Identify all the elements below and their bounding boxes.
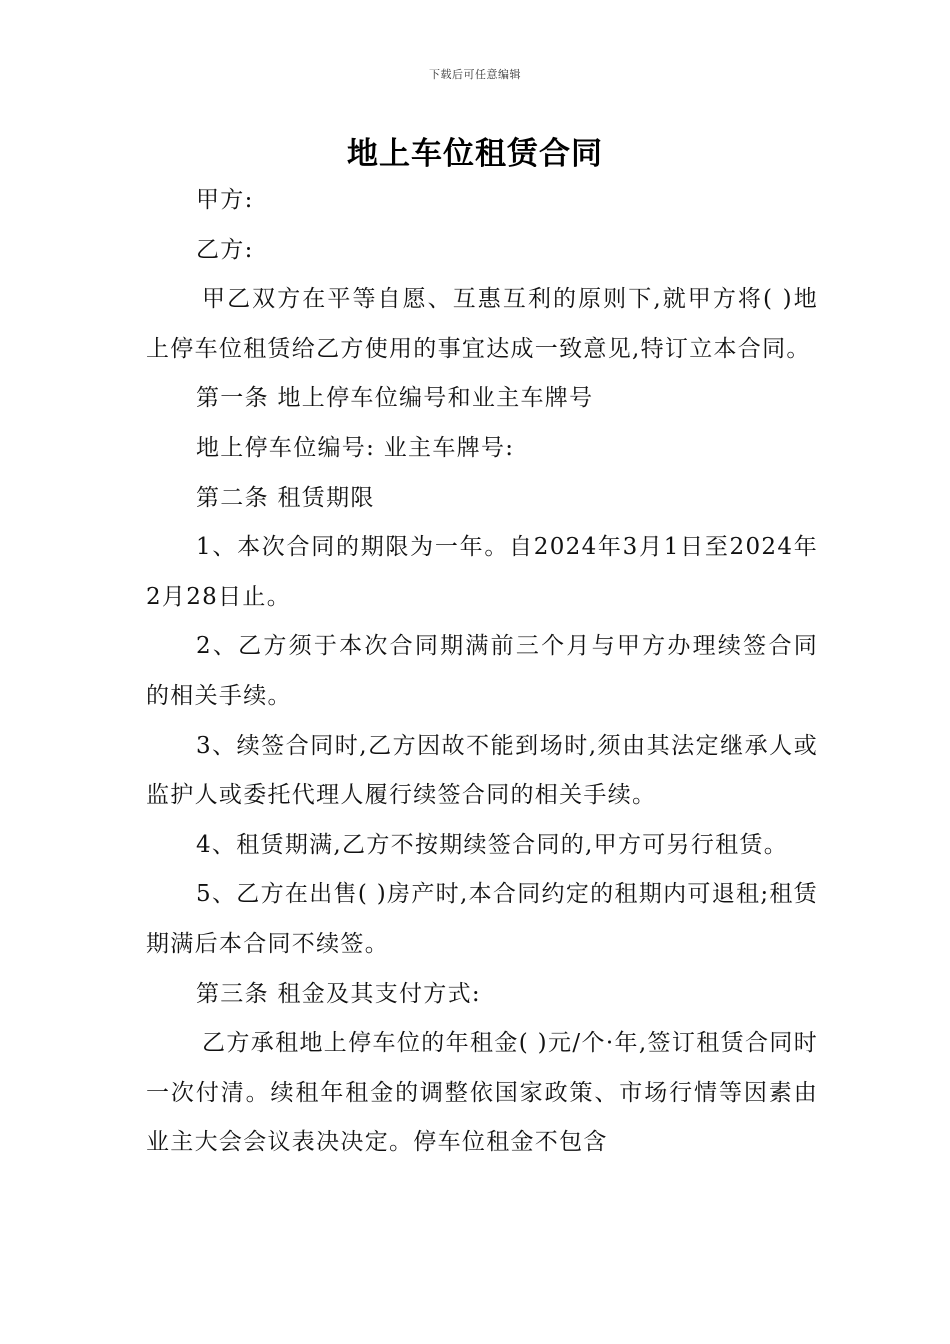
clause-2-1: 1、本次合同的期限为一年。自2024年3月1日至2024年2月28日止。: [146, 534, 818, 610]
contract-body: [146, 176, 818, 1168]
article-1-heading: 第一条 地上停车位编号和业主车牌号: [196, 385, 594, 412]
document-title: 地上车位租赁合同: [347, 136, 603, 172]
clause-2-4: 4、租赁期满,乙方不按期续签合同的,甲方可另行租赁。: [196, 831, 789, 858]
preamble-paragraph: 甲乙双方在平等自愿、互惠互利的原则下,就甲方将( )地上停车位租赁给乙方使用的事宜达成一致意见,特订立本合同。: [146, 286, 818, 362]
article-3-paragraph: 乙方承租地上停车位的年租金( )元/个·年,签订租赁合同时一次付清。续租年租金的调整依国家政策、市场行情等因素由业主大会会议表决决定。停车位租金不包含: [146, 1030, 818, 1156]
article-2-heading: 第二条 租赁期限: [196, 484, 375, 511]
clause-2-5: 5、乙方在出售( )房产时,本合同约定的租期内可退租;租赁期满后本合同不续签。: [146, 881, 818, 957]
article-3-heading: 第三条 租金及其支付方式:: [196, 980, 481, 1007]
party-b-line: 乙方:: [196, 236, 254, 263]
space-number-line: 地上停车位编号: 业主车牌号:: [196, 434, 515, 461]
party-a-line: 甲方:: [196, 187, 254, 213]
clause-2-2: 2、乙方须于本次合同期满前三个月与甲方办理续签合同的相关手续。: [146, 633, 818, 709]
clause-2-3: 3、续签合同时,乙方因故不能到场时,须由其法定继承人或监护人或委托代理人履行续签合同的相关手续。: [146, 732, 818, 809]
header-note: 下载后可任意编辑: [429, 68, 521, 81]
